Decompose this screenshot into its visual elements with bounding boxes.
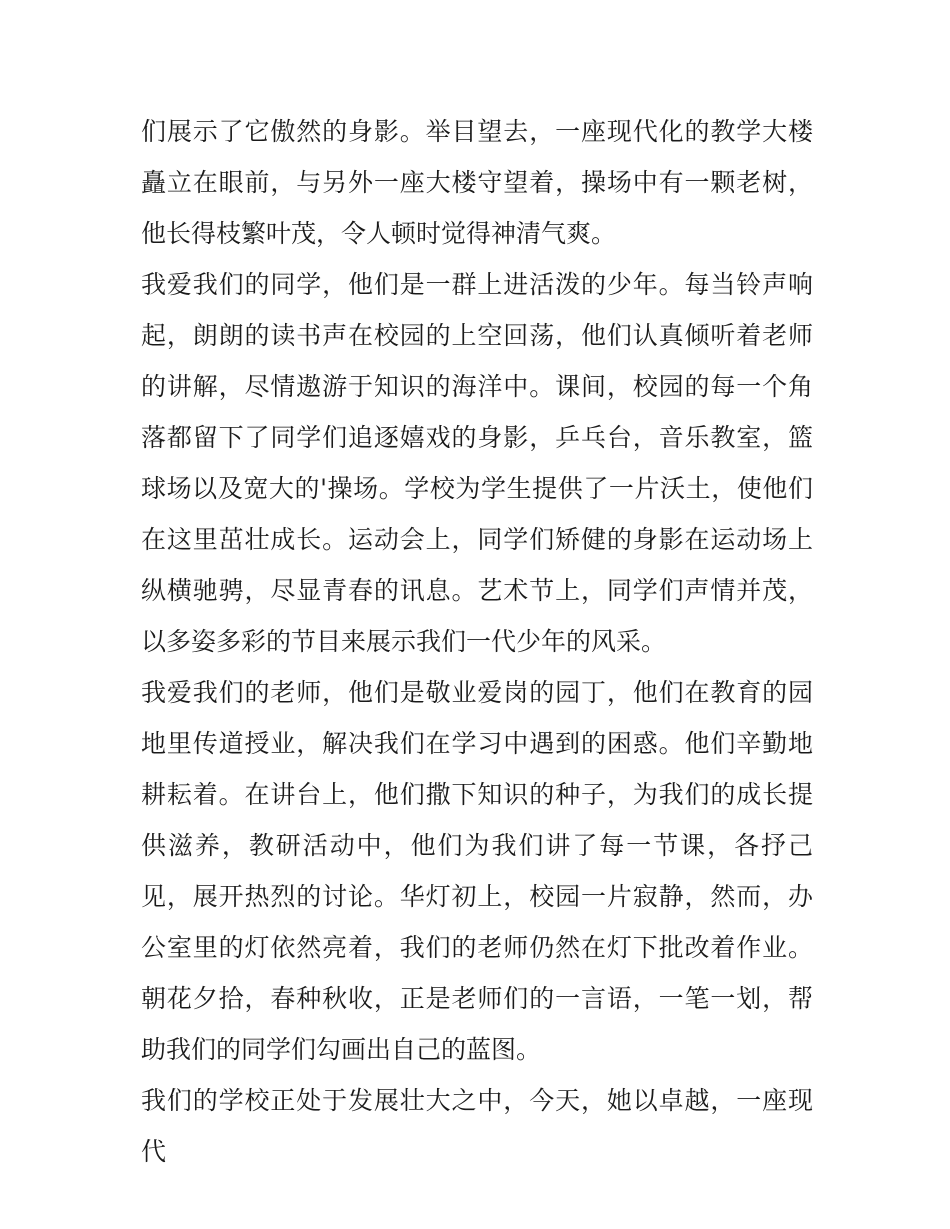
paragraph-4: 我们的学校正处于发展壮大之中，今天，她以卓越，一座现代 [141, 1086, 813, 1166]
document-body [141, 106, 813, 1177]
paragraph-2: 我爱我们的同学，他们是一群上进活泼的少年。每当铃声响起，朗朗的读书声在校园的上空回荡，他们认真倾听着老师的讲解，尽情遨游于知识的海洋中。课间，校园的每一个角落都留下了同学们追逐嬉戏的身影，乒乓台，音乐教室，篮球场以及宽大的'操场。学校为学生提供了一片沃土，使他们在这里茁壮成长。运动会上，同学们矫健的身影在运动场上纵横驰骋，尽显青春的讯息。艺术节上，同学们声情并茂，以多姿多彩的节目来展示我们一代少年的风采。 [141, 270, 813, 656]
paragraph-1: 们展示了它傲然的身影。举目望去，一座现代化的教学大楼矗立在眼前，与另外一座大楼守望着，操场中有一颗老树，他长得枝繁叶茂，令人顿时觉得神清气爽。 [141, 117, 813, 248]
paragraph-3: 我爱我们的老师，他们是敬业爱岗的园丁，他们在教育的园地里传道授业，解决我们在学习中遇到的困惑。他们辛勤地耕耘着。在讲台上，他们撒下知识的种子，为我们的成长提供滋养，教研活动中，他们为我们讲了每一节课，各抒己见，展开热烈的讨论。华灯初上，校园一片寂静，然而，办公室里的灯依然亮着，我们的老师仍然在灯下批改着作业。朝花夕拾，春种秋收，正是老师们的一言语，一笔一划，帮助我们的同学们勾画出自己的蓝图。 [141, 678, 813, 1064]
